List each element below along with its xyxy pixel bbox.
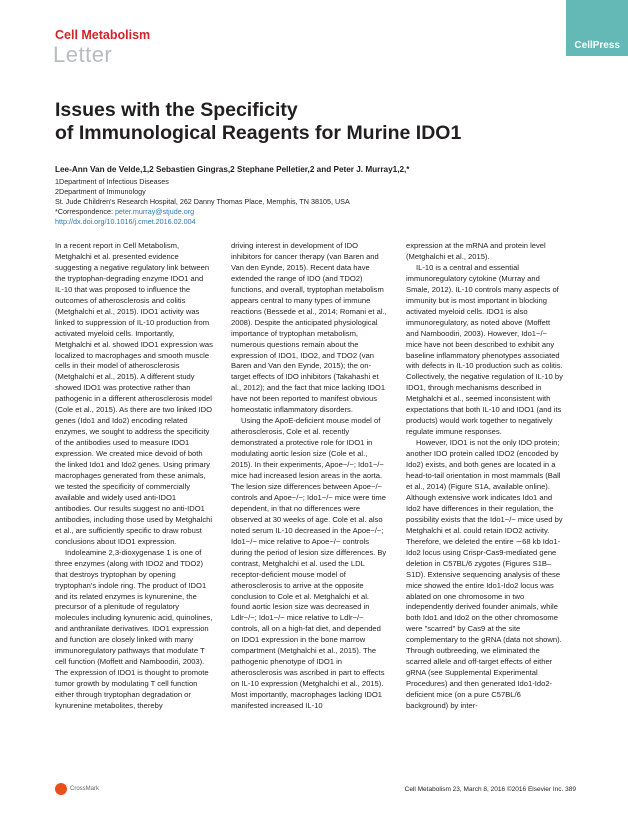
body-column-3	[406, 241, 564, 712]
journal-name: Cell Metabolism	[55, 28, 151, 42]
title-line-1: Issues with the Specificity	[55, 99, 298, 121]
paragraph: In a recent report in Cell Metabolism, Metghalchi et al. presented evidence suggesting a negative regulatory link between the tryptophan-degrading enzyme IDO1 and IL-10 that was proposed to influence the outcomes of atherosclerosis and colitis (Metghalchi et al., 2015). IDO1 activity was linked to suppression of IL-10 production from activated myeloid cells. Importantly, Metghalchi et al. showed IDO1 expression was localized to macrophages and smooth muscle cells in their model of atherosclerosis (Metghalchi et al., 2015). A different study showed IDO1 was protective rather than pathogenic in a different atherosclerosis model (Cole et al., 2015). As there are two linked IDO genes (Ido1 and Ido2) encoding related enzymes, we sought to address the specificity of the antibodies used to measure IDO1 expression. We created mice devoid of both the linked Ido1 and Ido2 genes. Using primary macrophages generated from these animals, we tested the specificity of commercially available and widely used anti-IDO1 antibodies. Our results suggest no anti-IDO1 antibodies, including those used by Metghalchi et al., are sufficiently specific to draw robust conclusions about IDO1 expression.	[55, 241, 213, 546]
paragraph: Using the ApoE-deficient mouse model of atherosclerosis, Cole et al. recently demonstrated a protective role for IDO1 in modulating aortic lesion size (Cole et al., 2015). In their experiments, Apoe−/−; Ido1−/− mice had increased lesion areas in the aorta. The lesion size differences between Apoe−/− controls and Apoe−/−; Ido1−/− mice were time dependent, in that no differences were observed at 30 weeks of age. Cole et al. also noted serum IL-10 decreased in the Apoe−/−; Ido1−/− mice relative to Apoe−/− controls during the period of lesion size differences. By contrast, Metghalchi et al. used the LDL receptor-deficient mouse model of atherosclerosis to arrive at the opposite conclusion to Cole et al. Metghalchi et al. found aortic lesion size was decreased in Ldlr−/−; Ido1−/− mice relative to Ldlr−/− controls, all on a high-fat diet, and depended on IDO1 expression in the bone marrow compartment (Metghalchi et al., 2015). The pathogenic phenotype of IDO1 in atherosclerosis was ascribed in part to effects on IL-10 expression (Metghalchi et al., 2015). Most importantly, macrophages lacking IDO1 manifested increased IL-10	[231, 416, 387, 711]
article-title	[55, 99, 515, 145]
body-column-1	[55, 241, 213, 712]
paragraph: However, IDO1 is not the only IDO protein; another IDO protein called IDO2 (encoded by Ido2) exists, and both genes are located in a head-to-tail orientation in most mammals (Ball et al., 2014) (Figure S1A, available online). Although extensive work indicates Ido1 and Ido2 have differences in their regulation, the possibility exists that the Ido1−/− mice used by Metghalchi et al. could retain IDO2 activity. Therefore, we deleted the entire ∼68 kb Ido1-Ido2 locus using Crispr-Cas9-mediated gene deletion in C57BL/6 zygotes (Figures S1B–S1D). Extensive sequencing analysis of these mice showed the entire Ido1-Ido2 locus was ablated on one chromosome in two independently derived founder animals, while both Ido1 and Ido2 on the other chromosome were "scarred" by Cas9 at the site complementary to the gRNA (data not shown). Through outbreeding, we eliminated the scarred allele and off-target effects of either gRNA (see Supplemental Experimental Procedures) and then generated Ido1-Ido2-deficient mice (on a pure C57BL/6 background) by inter-	[406, 438, 563, 711]
title-line-2: of Immunological Reagents for Murine IDO1	[55, 122, 462, 144]
paragraph: Indoleamine 2,3-dioxygenase 1 is one of three enzymes (along with IDO2 and TDO2) that destroys tryptophan by opening tryptophan's indole ring. The product of IDO1 and its related enzymes is kynurenine, the precursor of a plenitude of regulatory molecules including kynurenic acid, quinolines, and anthranilate derivatives. IDO1 expression and function are closely linked with many immunoregulatory pathways that modulate T cell function (Moffett and Namboodiri, 2003). The expression of IDO1 is thought to promote tumor growth by modulating T cell function either through tryptophan degradation or kynurenine metabolites, thereby	[55, 547, 213, 711]
page-footer-citation: Cell Metabolism 23, March 8, 2016 ©2016 Elsevier Inc. 389	[404, 786, 576, 793]
crossmark-label: CrossMark	[70, 786, 100, 792]
affiliation-2: 2Department of Immunology	[55, 187, 146, 196]
publisher-logo: CellPress	[574, 40, 620, 51]
paragraph: expression at the mRNA and protein level (Metghalchi et al., 2015).	[406, 241, 546, 261]
crossmark-badge[interactable]	[55, 783, 99, 795]
correspondence-label: *Correspondence:	[55, 207, 115, 216]
author-list: Lee-Ann Van de Velde,1,2 Sebastien Gingras,2 Stephane Pelletier,2 and Peter J. Murray1,2,*	[55, 165, 410, 174]
doi-link[interactable]: http://dx.doi.org/10.1016/j.cmet.2016.02.004	[55, 217, 196, 226]
article-type: Letter	[53, 42, 113, 67]
paragraph: IL-10 is a central and essential immunoregulatory cytokine (Murray and Smale, 2012). IL-10 controls many aspects of immunity but is most important in blocking activated myeloid cells. IDO1 is also immunoregulatory, as noted above (Moffett and Namboodiri, 2003). However, Ido1−/− mice have not been described to exhibit any baseline inflammatory phenotypes associated with defects in IL-10 production such as colitis. Collectively, the negative regulation of IL-10 by IDO1, through mechanisms described in Metghalchi et al., seemed inconsistent with expectations that both IL-10 and IDO1 (and its products) would work together to negatively regulate immune responses.	[406, 262, 563, 437]
crossmark-icon	[55, 783, 67, 795]
correspondence	[55, 207, 194, 216]
paragraph: driving interest in development of IDO inhibitors for cancer therapy (van Baren and Van den Eynde, 2015). Recent data have extended the range of IDO (and TDO2) functions, and overall, tryptophan metabolism appears central to many types of immune reactions (Bessede et al., 2014; Romani et al., 2008). Despite the anticipated physiological importance of tryptophan metabolism, numerous questions remain about the expression of IDO1, IDO2, and TDO2 (van Baren and Van den Eynde, 2015); the on-target effects of IDO inhibitors (Takahashi et al., 2012); and the fact that mice lacking IDO1 have not been reported to manifest obvious homeostatic inflammatory disorders.	[231, 241, 387, 415]
correspondence-email-link[interactable]: peter.murray@stjude.org	[114, 207, 195, 216]
body-column-2	[231, 241, 389, 712]
publisher-badge	[566, 0, 628, 56]
affiliation-address: St. Jude Children's Research Hospital, 262 Danny Thomas Place, Memphis, TN 38105, USA	[55, 197, 350, 206]
affiliation-1: 1Department of Infectious Diseases	[55, 177, 169, 186]
